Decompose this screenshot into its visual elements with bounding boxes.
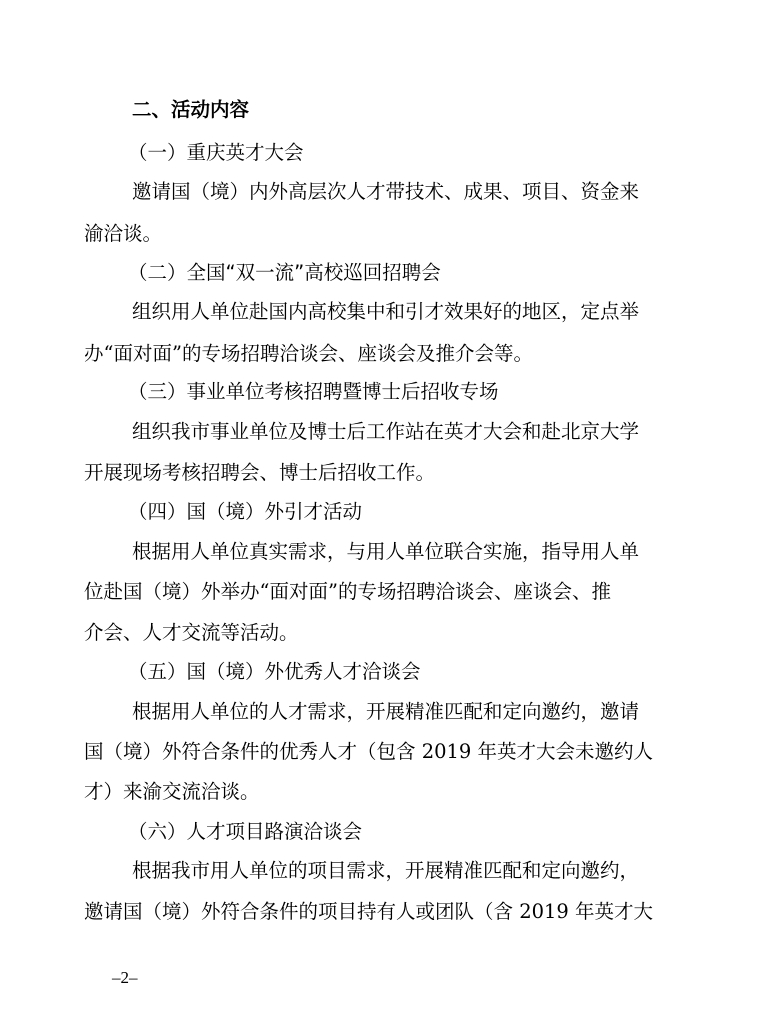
paragraph-line: 邀请国（境）内外高层次人才带技术、成果、项目、资金来 [132,180,640,203]
paragraph-line: 国（境）外符合条件的优秀人才（包含 2019 年英才大会未邀约人 [84,740,654,763]
paragraph-line: 组织我市事业单位及博士后工作站在英才大会和赴北京大学 [132,420,640,443]
paragraph-line: 根据用人单位真实需求，与用人单位联合实施，指导用人单 [132,540,640,563]
paragraph-line: 根据我市用人单位的项目需求，开展精准匹配和定向邀约， [132,859,640,882]
subsection-heading-5: （五）国（境）外优秀人才洽谈会 [128,660,421,683]
paragraph-line: 介会、人才交流等活动。 [84,621,299,644]
paragraph-line: 组织用人单位赴国内高校集中和引才效果好的地区，定点举 [132,300,640,323]
paragraph-line: 渝洽谈。 [84,222,163,245]
page-number: –2– [112,968,138,987]
subsection-heading-1: （一）重庆英才大会 [128,141,304,164]
paragraph-line: 位赴国（境）外举办“面对面”的专场招聘洽谈会、座谈会、推 [84,580,611,603]
subsection-heading-4: （四）国（境）外引才活动 [128,500,363,523]
paragraph-line: 开展现场考核招聘会、博士后招收工作。 [84,461,436,484]
section-title: 二、活动内容 [132,98,250,121]
subsection-heading-6: （六）人才项目路演洽谈会 [128,820,363,843]
paragraph-line: 办“面对面”的专场招聘洽谈会、座谈会及推介会等。 [84,342,533,365]
paragraph-line: 才）来渝交流洽谈。 [84,780,260,803]
paragraph-line: 根据用人单位的人才需求，开展精准匹配和定向邀约，邀请 [132,700,640,723]
subsection-heading-3: （三）事业单位考核招聘暨博士后招收专场 [128,380,499,403]
paragraph-line: 邀请国（境）外符合条件的项目持有人或团队（含 2019 年英才大 [84,900,654,923]
subsection-heading-2: （二）全国“双一流”高校巡回招聘会 [128,261,441,284]
